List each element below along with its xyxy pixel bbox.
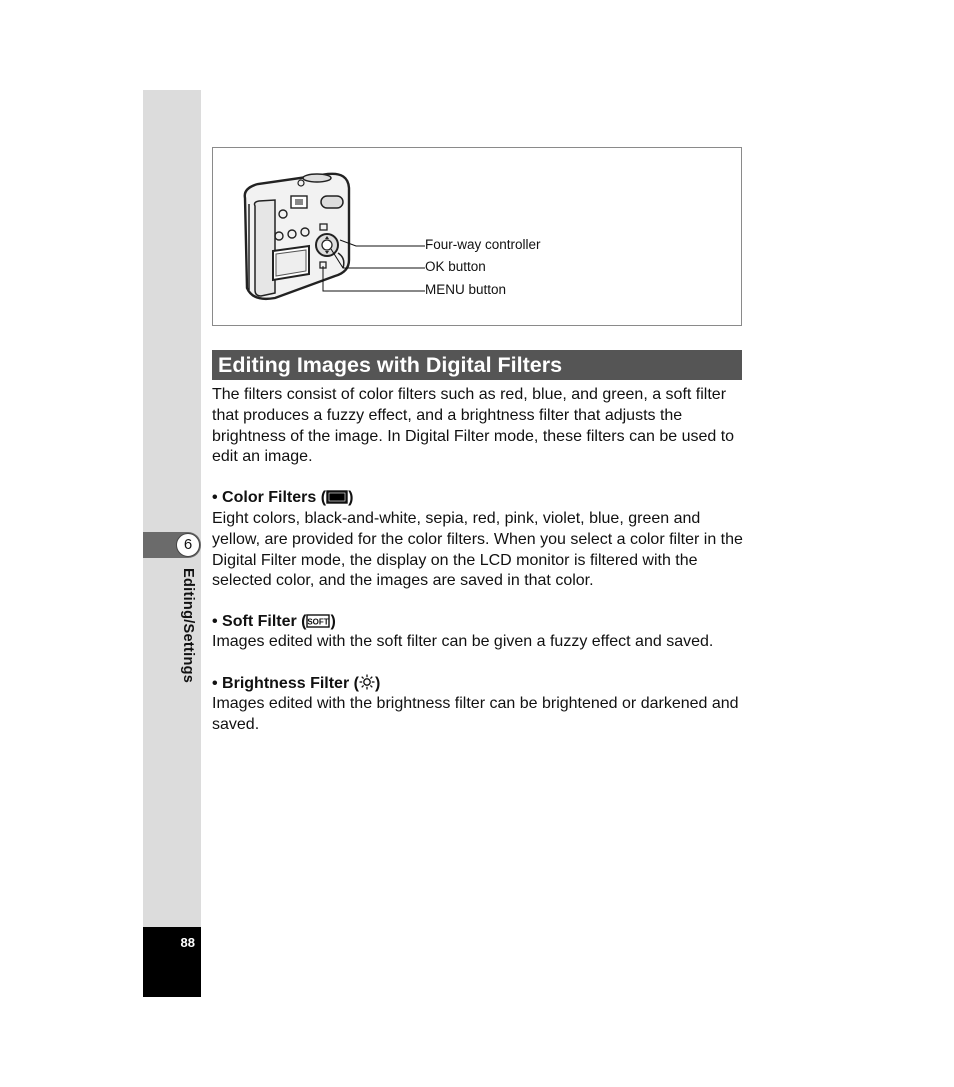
- soft-filter-heading: [212, 612, 336, 634]
- brightness-filter-heading-prefix: • Brightness Filter (: [212, 675, 359, 692]
- soft-filter-icon: [306, 614, 330, 634]
- intro-paragraph: The filters consist of color filters such as red, blue, and green, a soft filter that produces a fuzzy effect, and a brightness filter that adjusts the brightness of the image. In Digital Filter mode, these filters can be used to edit an image.: [212, 386, 735, 466]
- brightness-filter-heading-suffix: ): [374, 675, 381, 692]
- color-filters-heading-suffix: ): [348, 489, 354, 506]
- soft-filter-text: Images edited with the soft filter can be given a fuzzy effect and saved.: [212, 633, 714, 650]
- page-number-box: [143, 927, 201, 997]
- chapter-label: Editing/Settings: [180, 568, 196, 684]
- brightness-filter-text: Images edited with the brightness filter can be brightened or darkened and saved.: [212, 695, 739, 733]
- page-number: 88: [180, 935, 195, 950]
- color-filters-text: Eight colors, black-and-white, sepia, red, pink, violet, blue, green and yellow, are provided for the color filters. When you select a color filter in the Digital Filter mode, the display on the LCD monitor is filtered with the selected color, and the images are saved in that color.: [212, 510, 743, 590]
- soft-filter-heading-suffix: ): [330, 613, 336, 630]
- callout-four-way-controller: Four-way controller: [425, 237, 541, 252]
- chapter-number: 6: [176, 533, 200, 557]
- brightness-filter-heading: [212, 674, 380, 696]
- camera-figure: [212, 147, 742, 326]
- section-title: Editing Images with Digital Filters: [212, 350, 742, 380]
- callout-ok-button: OK button: [425, 259, 486, 274]
- brightness-icon: [359, 674, 375, 696]
- color-filters-heading: [212, 488, 353, 510]
- soft-filter-icon-label: SOFT: [307, 617, 330, 627]
- color-filter-icon: [326, 490, 348, 510]
- callout-menu-button: MENU button: [425, 282, 507, 297]
- chapter-sidebar: [143, 90, 201, 928]
- soft-filter-heading-prefix: • Soft Filter (: [212, 613, 307, 630]
- color-filters-heading-prefix: • Color Filters (: [212, 489, 327, 506]
